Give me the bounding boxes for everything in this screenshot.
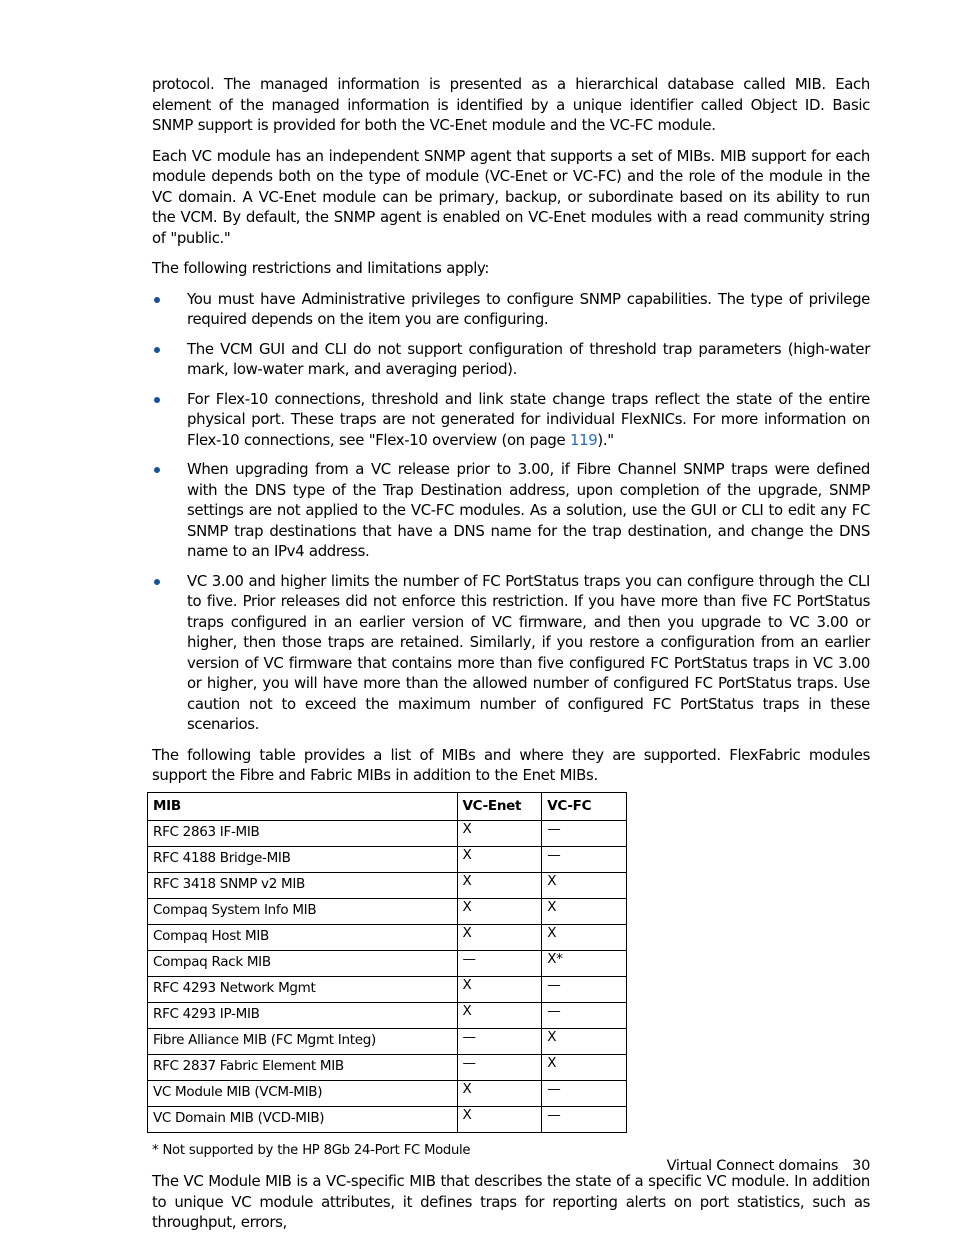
cell-vc-enet: X [457,1002,542,1028]
cell-vc-enet: X [457,924,542,950]
cell-vc-fc: X [542,898,627,924]
list-item-text [187,389,870,451]
cell-vc-fc: X* [542,950,627,976]
bullet-icon [154,347,160,353]
cell-vc-fc: — [542,820,627,846]
cell-mib-name: VC Domain MIB (VCD-MIB) [148,1106,458,1132]
cell-vc-fc: — [542,1002,627,1028]
cell-vc-fc: — [542,1106,627,1132]
table-row [148,898,627,924]
cell-vc-fc: X [542,1054,627,1080]
paragraph-snmp-agent: Each VC module has an independent SNMP agent that supports a set of MIBs. MIB support for each module depends both on the type of module (VC-Enet or VC-FC) and the role of the module in the VC domain. A VC-Enet module can be primary, backup, or subordinate based on its ability to run the VCM. By default, the SNMP agent is enabled on VC-Enet modules with a read community string of "public." [152,146,870,247]
page-content [152,74,870,1233]
column-header-vc-enet: VC-Enet [457,792,542,820]
page-number: 30 [852,1158,870,1174]
list-item-text-post: )." [597,430,614,449]
cell-mib-name: RFC 4293 Network Mgmt [148,976,458,1002]
list-item-text: VC 3.00 and higher limits the number of FC PortStatus traps you can configure through the CLI to five. Prior releases did not enforce this restriction. If you have more than five FC PortStatus traps configured in an earlier version of VC firmware, and then you upgrade to VC 3.00 or higher, then those traps are retained. Similarly, if you restore a configuration from an earlier version of VC firmware that contains more than five configured FC PortStatus traps in VC 3.00 or higher, you will have more than the allowed number of configured FC PortStatus traps. Use caution not to exceed the maximum number of configured FC PortStatus traps in these scenarios. [187,571,870,733]
paragraph-vc-module-mib: The VC Module MIB is a VC-specific MIB that describes the state of a specific VC module. In addition to unique VC module attributes, it defines traps for reporting alerts on port statistics, such as throughput, errors, [152,1172,870,1231]
table-row [148,1080,627,1106]
cell-mib-name: Fibre Alliance MIB (FC Mgmt Integ) [148,1028,458,1054]
cell-mib-name: RFC 2863 IF-MIB [148,820,458,846]
column-header-vc-fc: VC-FC [542,792,627,820]
restrictions-list [152,289,870,735]
column-header-mib: MIB [148,792,458,820]
cell-mib-name: RFC 3418 SNMP v2 MIB [148,872,458,898]
table-header-row [148,792,627,820]
list-item-text-pre: For Flex-10 connections, threshold and link state change traps reflect the state of the entire physical port. These traps are not generated for individual FlexNICs. For more information on Flex-10 connections, see "Flex-10 overview (on page [187,389,870,449]
table-row [148,820,627,846]
cell-vc-enet: X [457,1080,542,1106]
cell-mib-name: Compaq System Info MIB [148,898,458,924]
page-link[interactable]: 119 [570,430,598,449]
bullet-icon [154,579,160,585]
table-row [148,1028,627,1054]
footer-section-title: Virtual Connect domains [666,1158,839,1174]
cell-vc-fc: X [542,924,627,950]
table-row [148,950,627,976]
list-item-text: The VCM GUI and CLI do not support configuration of threshold trap parameters (high-water mark, low-water mark, and averaging period). [187,339,870,378]
cell-vc-fc: — [542,976,627,1002]
table-row [148,872,627,898]
list-item [152,289,870,330]
cell-mib-name: RFC 4293 IP-MIB [148,1002,458,1028]
list-item [152,339,870,380]
table-row [148,1054,627,1080]
bullet-icon [154,467,160,473]
cell-vc-enet: X [457,976,542,1002]
mib-table [147,792,627,1133]
bullet-icon [154,297,160,303]
list-item-text: When upgrading from a VC release prior to 3.00, if Fibre Channel SNMP traps were defined with the DNS type of the Trap Destination address, upon completion of the upgrade, SNMP settings are not applied to the VC-FC modules. As a solution, use the GUI or CLI to edit any FC SNMP trap destinations that have a DNS name for the trap destination, and change the DNS name to an IPv4 address. [187,460,870,560]
cell-mib-name: RFC 4188 Bridge-MIB [148,846,458,872]
list-item [152,571,870,735]
cell-mib-name: Compaq Host MIB [148,924,458,950]
paragraph-snmp-intro: protocol. The managed information is presented as a hierarchical database called MIB. Each element of the managed information is identified by a unique identifier called Object ID. Basic SNMP support is provided for both the VC-Enet module and the VC-FC module. [152,75,870,134]
cell-vc-enet: X [457,846,542,872]
paragraph-table-intro: The following table provides a list of MIBs and where they are supported. FlexFabric modules support the Fibre and Fabric MIBs in addition to the Enet MIBs. [152,745,870,784]
cell-vc-fc: — [542,846,627,872]
table-row [148,1002,627,1028]
cell-vc-fc: X [542,872,627,898]
table-row [148,1106,627,1132]
cell-vc-enet: — [457,1028,542,1054]
page-footer [667,1158,870,1174]
cell-mib-name: RFC 2837 Fabric Element MIB [148,1054,458,1080]
list-item-text: You must have Administrative privileges to configure SNMP capabilities. The type of privilege required depends on the item you are configuring. [187,289,870,328]
cell-vc-enet: X [457,1106,542,1132]
cell-vc-enet: — [457,950,542,976]
cell-mib-name: Compaq Rack MIB [148,950,458,976]
cell-vc-enet: X [457,820,542,846]
list-item [152,459,870,562]
cell-vc-enet: — [457,1054,542,1080]
bullet-icon [154,397,160,403]
list-item [152,389,870,451]
cell-mib-name: VC Module MIB (VCM-MIB) [148,1080,458,1106]
table-footnote: * Not supported by the HP 8Gb 24-Port FC Module [152,1142,471,1158]
table-row [148,846,627,872]
paragraph-restrictions-intro: The following restrictions and limitations apply: [152,259,490,277]
table-row [148,924,627,950]
cell-vc-enet: X [457,872,542,898]
cell-vc-enet: X [457,898,542,924]
table-row [148,976,627,1002]
cell-vc-fc: X [542,1028,627,1054]
cell-vc-fc: — [542,1080,627,1106]
